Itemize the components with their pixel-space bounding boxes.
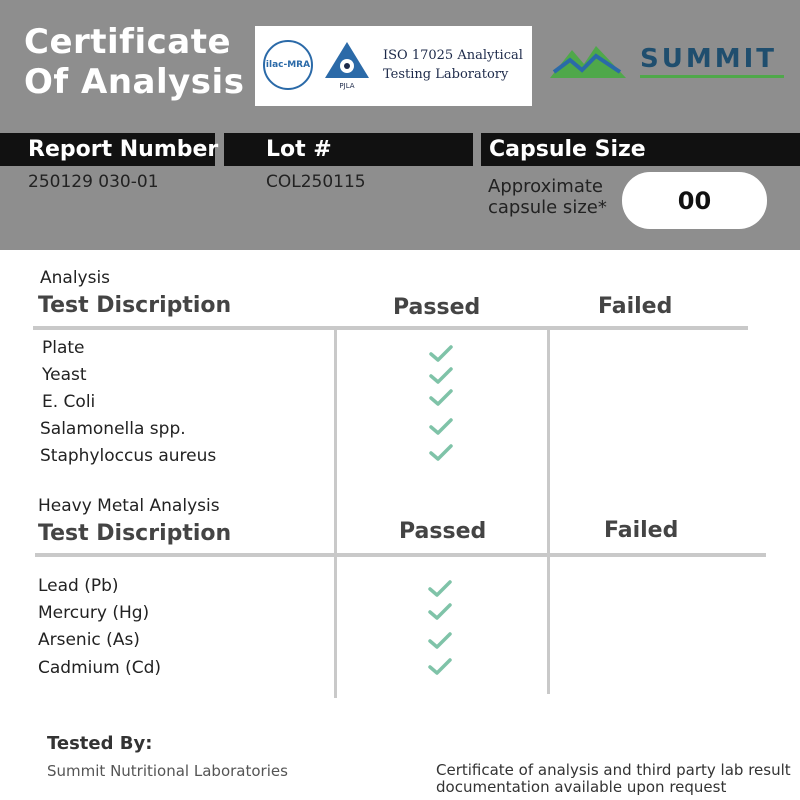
analysis-section-label: Analysis (40, 268, 111, 288)
analysis-item: Staphyloccus aureus (40, 446, 217, 466)
analysis-item: Yeast (42, 365, 87, 385)
note-line-2: documentation available upon request (436, 778, 727, 796)
heavy-metal-col-test: Test Discription (38, 521, 232, 546)
check-icon (429, 345, 453, 363)
title-line-2: Of Analysis (24, 62, 245, 102)
check-icon (428, 580, 452, 598)
analysis-item: E. Coli (42, 392, 96, 412)
heavy-metal-item: Arsenic (As) (38, 630, 140, 650)
accreditation-line-1: ISO 17025 Analytical (383, 48, 523, 63)
analysis-col-test: Test Discription (38, 293, 232, 318)
check-icon (428, 658, 452, 676)
svg-text:PJLA: PJLA (339, 82, 355, 90)
analysis-item: Salamonella spp. (40, 419, 186, 439)
brand-underline (640, 75, 784, 78)
accreditation-line-2: Testing Laboratory (383, 67, 509, 82)
analysis-col-divider-2 (547, 330, 550, 486)
report-number-label: Report Number (0, 133, 215, 166)
check-icon (429, 444, 453, 462)
ilac-mra-logo-icon (263, 40, 313, 90)
capsule-desc-line-2: capsule size* (488, 197, 607, 218)
capsule-description (488, 176, 607, 218)
mountain-logo-icon (550, 42, 632, 82)
accreditation-text (383, 46, 523, 84)
note-line-1: Certificate of analysis and third party lab result (436, 761, 791, 779)
heavy-metal-section-label: Heavy Metal Analysis (38, 496, 220, 516)
summit-logo (550, 42, 790, 87)
heavy-metal-col-failed: Failed (604, 518, 679, 543)
heavy-metal-item: Lead (Pb) (38, 576, 119, 596)
page-title (24, 22, 244, 102)
ilac-logo-text: ilac-MRA (265, 60, 311, 70)
analysis-header-divider (33, 326, 748, 330)
analysis-col-failed: Failed (598, 294, 673, 319)
pjla-logo-icon (321, 38, 373, 98)
accreditation-logos (255, 26, 532, 106)
check-icon (428, 603, 452, 621)
heavy-metal-item: Cadmium (Cd) (38, 658, 162, 678)
report-number-value: 250129 030-01 (28, 172, 159, 192)
lot-label: Lot # (224, 133, 473, 166)
check-icon (429, 389, 453, 407)
heavy-metal-header-divider (35, 553, 766, 557)
capsule-desc-line-1: Approximate (488, 176, 603, 197)
title-line-1: Certificate (24, 22, 232, 62)
lab-name: Summit Nutritional Laboratories (47, 762, 288, 780)
header-band (0, 0, 800, 250)
tested-by-label: Tested By: (47, 733, 153, 754)
check-icon (429, 418, 453, 436)
heavy-metal-col-divider-2 (547, 486, 550, 694)
check-icon (429, 367, 453, 385)
capsule-size-value: 00 (622, 172, 767, 229)
brand-name: SUMMIT (640, 44, 777, 74)
heavy-metal-col-divider-1 (334, 486, 337, 698)
analysis-col-divider-1 (334, 330, 337, 486)
capsule-size-label: Capsule Size (481, 133, 800, 166)
heavy-metal-col-passed: Passed (399, 519, 487, 544)
documentation-note (436, 762, 800, 796)
heavy-metal-item: Mercury (Hg) (38, 603, 150, 623)
check-icon (428, 632, 452, 650)
analysis-item: Plate (42, 338, 85, 358)
analysis-col-passed: Passed (393, 295, 481, 320)
lot-value: COL250115 (266, 172, 366, 192)
